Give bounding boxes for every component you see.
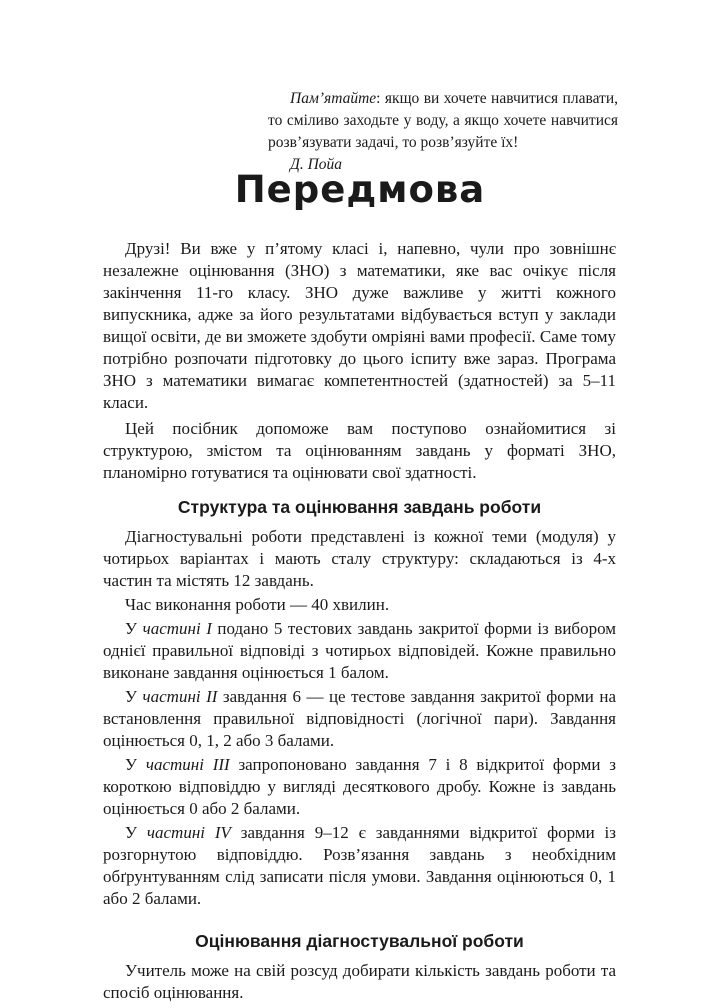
part-2-paragraph (103, 686, 616, 752)
assessment-heading: Оцінювання діагностувальної роботи (195, 931, 524, 951)
page-title: Передмова (234, 168, 486, 211)
structure-paragraph-2: Час виконання роботи — 40 хвилин. (125, 595, 390, 614)
part-4-label: частині IV (146, 823, 231, 842)
intro-paragraph-1: Друзі! Ви вже у п’ятому класі і, напевно, чули про зовнішнє незалежне оцінювання (ЗНО) з математики, яке вас очікує після закінчення 11-го класу. ЗНО дуже важливе у житті кожного випускника, адже за його результатами відбувається вступ у заклади вищої освіти, де ви зможете здобути омріяні вами професії. Саме тому потрібно розпочати підготовку до цього іспиту вже зараз. Програма ЗНО з математики вимагає компетентностей (здатностей) за 5–11 класи. (103, 239, 616, 412)
structure-paragraph-1: Діагностувальні роботи представлені із кожної теми (модуля) у чотирьох варіантах і мають сталу структуру: складаються із 4-х частин та містять 12 завдань. (103, 527, 616, 590)
epigraph-text: : якщо ви хочете навчитися плавати, то сміливо заходьте у воду, а якщо хочете навчитися розв’язувати задачі, то розв’язуйте їх! (268, 90, 618, 151)
part-1-label: частині I (142, 619, 212, 638)
part-3-paragraph (103, 754, 616, 820)
part-1-pre: У (125, 619, 143, 638)
part-1-paragraph (103, 618, 616, 684)
part-4-text: завдання 9–12 є завданнями відкритої форми із розгорнутою відповіддю. Розв’язання завдань з необхідним обґрунтуванням слід записати після умови. Завдання оцінюються 0, 1 або 2 балами. (103, 823, 616, 908)
part-2-pre: У (125, 687, 143, 706)
part-1-text: подано 5 тестових завдань закритої форми із вибором однієї правильної відповіді з чотирьох відповідей. Кожне правильно виконане завдання оцінюється 1 балом. (103, 619, 616, 682)
epigraph-author: Д. Пойа (290, 156, 343, 173)
epigraph-quote (268, 88, 618, 154)
structure-heading: Структура та оцінювання завдань роботи (177, 497, 542, 517)
part-4-paragraph (103, 822, 616, 910)
part-3-pre: У (125, 755, 146, 774)
assessment-paragraph: Учитель може на свій розсуд добирати кількість завдань роботи та спосіб оцінювання. (103, 961, 616, 1002)
intro-paragraph-2: Цей посібник допоможе вам поступово ознайомитися зі структурою, змістом та оцінюванням завдань у форматі ЗНО, планомірно готуватися та оцінювати свої здатності. (103, 419, 616, 482)
part-3-label: частині III (145, 755, 230, 774)
part-3-text: запропоновано завдання 7 і 8 відкритої форми з короткою відповіддю у вигляді десяткового дробу. Кожне із завдань оцінюється 0 або 2 балами. (103, 755, 616, 818)
part-2-text: завдання 6 — це тестове завдання закритої форми на встановлення правильної відповідності (логічної пари). Завдання оцінюється 0, 1, 2 або 3 балами. (103, 687, 616, 750)
epigraph-lead: Пам’ятайте (290, 90, 377, 107)
body-text (103, 238, 616, 1008)
epigraph (268, 88, 618, 176)
part-4-pre: У (125, 823, 147, 842)
part-2-label: частині II (142, 687, 218, 706)
